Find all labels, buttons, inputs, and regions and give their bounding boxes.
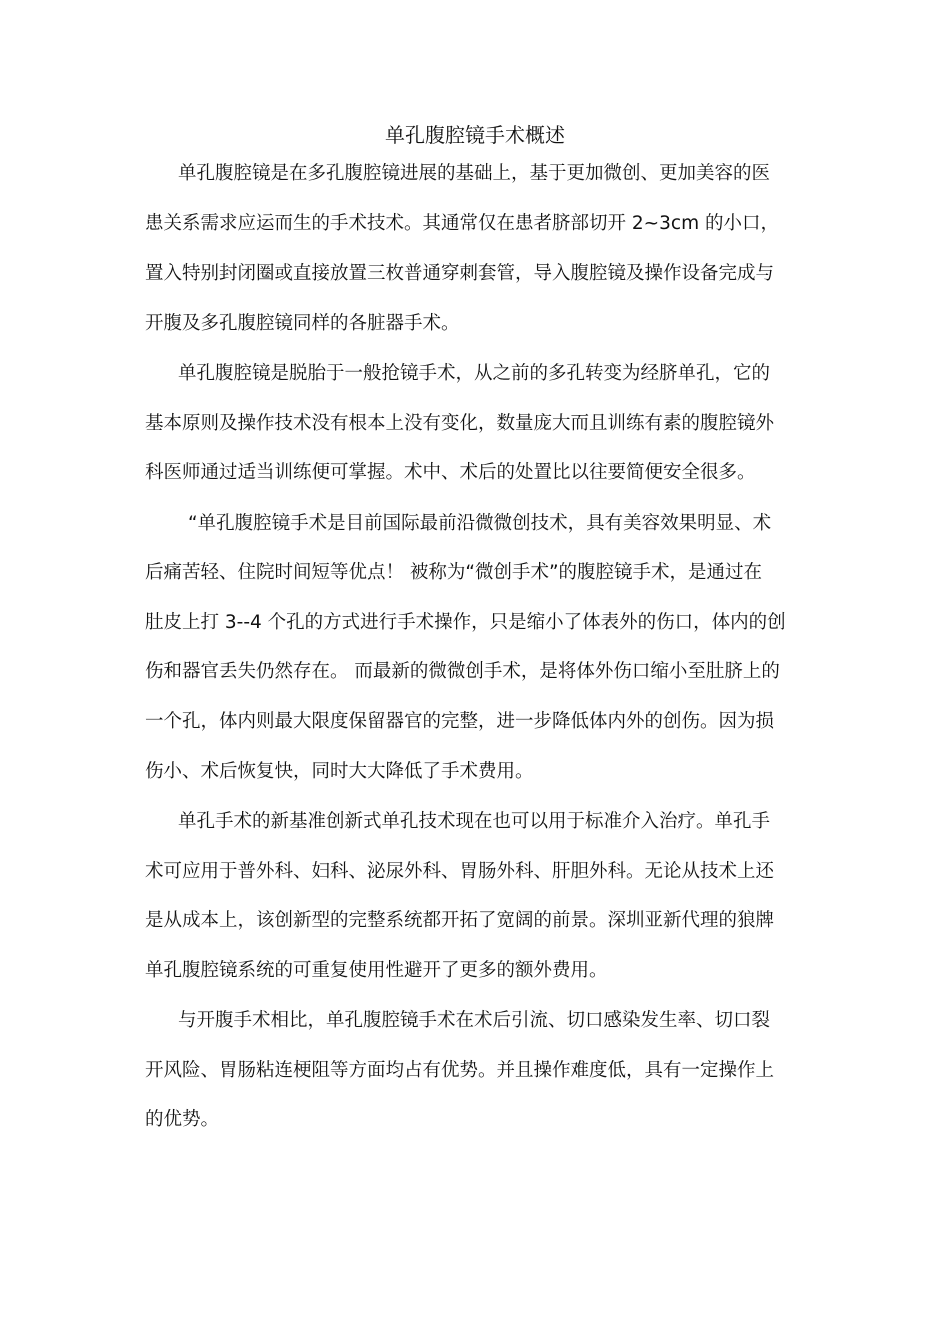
paragraph-4-line-2: 术可应用于普外科、妇科、泌尿外科、胃肠外科、肝胆外科。无论从技术上还 [145,861,775,882]
paragraph-3-line-2: 后痛苦轻、住院时间短等优点！ 被称为“微创手术”的腹腔镜手术，是通过在 [145,562,763,583]
paragraph-2-line-3: 科医师通过适当训练便可掌握。术中、术后的处置比以往要简便安全很多。 [145,462,756,483]
paragraph-2-line-1: 单孔腹腔镜是脱胎于一般抢镜手术，从之前的多孔转变为经脐单孔，它的 [178,363,771,384]
paragraph-1-line-1: 单孔腹腔镜是在多孔腹腔镜进展的基础上，基于更加微创、更加美容的医 [178,163,771,184]
paragraph-3-line-1: “单孔腹腔镜手术是目前国际最前沿微微创技术，具有美容效果明显、术 [188,513,772,534]
paragraph-3-line-5: 一个孔，体内则最大限度保留器官的完整，进一步降低体内外的创伤。因为损 [145,711,775,732]
document-title: 单孔腹腔镜手术概述 [385,123,565,147]
paragraph-4-line-4: 单孔腹腔镜系统的可重复使用性避开了更多的额外费用。 [145,960,608,981]
paragraph-1-line-4: 开腹及多孔腹腔镜同样的各脏器手术。 [145,313,460,334]
paragraph-2-line-2: 基本原则及操作技术没有根本上没有变化，数量庞大而且训练有素的腹腔镜外 [145,413,775,434]
paragraph-5-line-3: 的优势。 [145,1109,220,1130]
paragraph-1-line-2: 患关系需求应运而生的手术技术。其通常仅在患者脐部切开 2~3cm 的小口， [145,213,779,234]
paragraph-5-line-2: 开风险、胃肠粘连梗阻等方面均占有优势。并且操作难度低，具有一定操作上 [145,1060,775,1081]
paragraph-3-line-3: 肚皮上打 3--4 个孔的方式进行手术操作，只是缩小了体表外的伤口，体内的创 [145,612,786,633]
paragraph-1-line-3: 置入特别封闭圈或直接放置三枚普通穿刺套管，导入腹腔镜及操作设备完成与 [145,263,775,284]
paragraph-4-line-1: 单孔手术的新基准创新式单孔技术现在也可以用于标准介入治疗。单孔手 [178,811,771,832]
paragraph-3-line-4: 伤和器官丢失仍然存在。 而最新的微微创手术，是将体外伤口缩小至肚脐上的 [145,661,780,682]
paragraph-4-line-3: 是从成本上，该创新型的完整系统都开拓了宽阔的前景。深圳亚新代理的狼牌 [145,910,775,931]
paragraph-5-line-1: 与开腹手术相比，单孔腹腔镜手术在术后引流、切口感染发生率、切口裂 [178,1010,771,1031]
paragraph-3-line-6: 伤小、术后恢复快，同时大大降低了手术费用。 [145,761,534,782]
